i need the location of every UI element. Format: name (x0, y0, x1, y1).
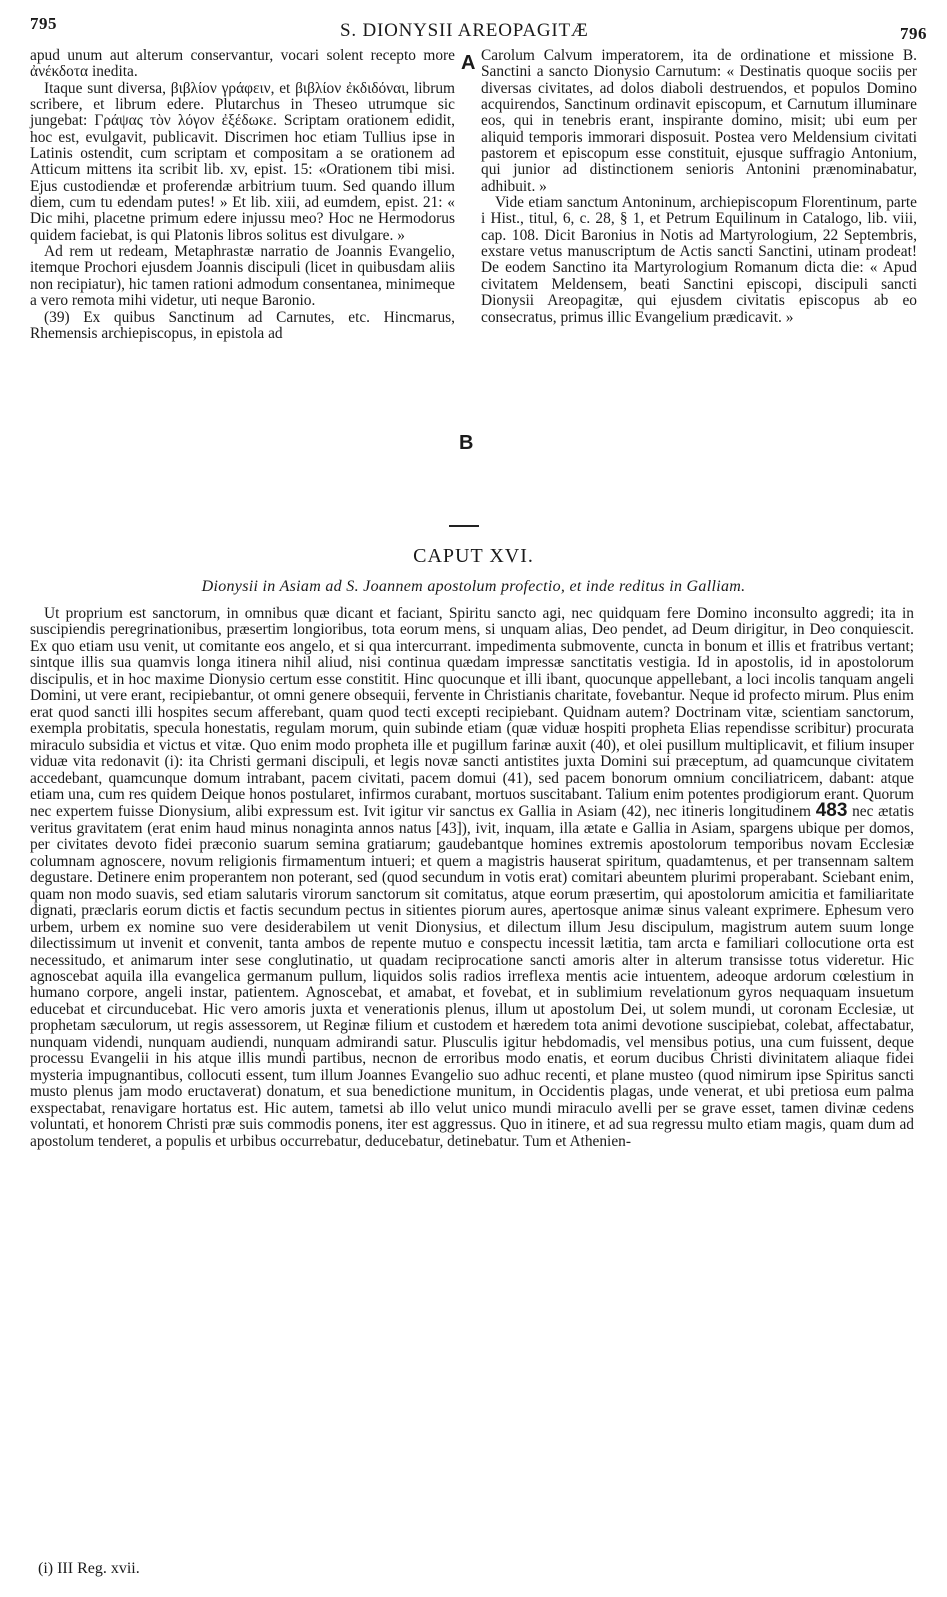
note-paragraph: Itaque sunt diversa, βιβλίον γράφειν, et βιβλίον ἐκδιδόναι, librum scribere, et librum edere. Plutarchus in Theseo utrumque sic jungebat: Γράψας τὸν λόγον ἐξέδωκε. Scriptam orationem edidit, hoc est, evulgavit, publicavit. Discrimen hoc etiam Tullius ipse in Latinis ostendit, cum scriptam et compositam a se orationem ad Atticum mittens ita scribit lib. xv, epist. 15: «Orationem tibi misi. Ejus custodiendæ et proferendæ arbitrium tuum. Sed quando illum diem, cum tu edendam putes! » Et lib. xiii, ad eumdem, epist. 21: « Dic mihi, placetne primum edere injussu meo? Hoc ne Hermodorus quidem faciebat, is qui Platonis libros solitus est divulgare. » (30, 79, 455, 244)
running-header (0, 14, 947, 44)
note-paragraph: apud unum aut alterum conservantur, vocari solent recepto more ἀνέκδοτα inedita. (30, 47, 455, 81)
notes-column-right (481, 48, 917, 326)
margin-marker-b: B (459, 432, 474, 454)
margin-marker-a: A (461, 52, 476, 74)
body-text-part2: nec ætatis veritus gravitatem (erat enim haud minus nonaginta annos natus [43]), ivit, inquam, illa ætate e Gallia in Asiam, spargens ubique per domos, per civitates devoto fidei præconio suarum semina gratiarum; gaudebantque homines extremis apostolorum temporibus novam Ecclesiæ columnam agnoscere, novum religionis firmamentum intueri; et quem a magistris hauserat spiritum, quadamtenus, et per transennam saltem degustare. Detinere enim properantem non poterant, sed (quod secundum in votis erat) comitari abeuntem plurimi properabant. Sciebant enim, quam non modo suavis, sed etiam salutaris virorum sanctorum sit comitatus, atque eorum præsertim, qui apostolorum amicitia et familiaritate dignati, præclaris eorum dictis et factis secundum pectus in sitientes piorum aures, apertosque animæ sinus valeant exprimere. Ephesum vero urbem, urbem ex nomine suo vere desiderabilem ut venit Dionysius, et dilectum illum Jesu discipulum, magistrum autem suum longe dilectissimum ut invenit et convenit, tanta ambos de repente mutuo e conspectu incessit lætitia, tam arcta e familiari collocutione orta est necessitudo, et animarum inter sese conglutinatio, ut quadam reciprocatione sancti amoris alter in alterum transisse totus videretur. Hic agnoscebat aquila illa evangelica germanum pullum, liquidos solis radios irreflexa mentis acie intuentem, adeoque ardorum cœlestium in humano corpore, angeli instar, patientem. Agnoscebat, et amabat, et fovebat, et in sublimium revelationum gyros nequaquam insuetum educebat et circunducebat. Hic vero amoris juxta et venerationis plenus, illum ut apostolum Dei, ut solem mundi, ut coronam Ecclesiæ, ut prophetam sæculorum, ut regis assessorem, ut Reginæ filium et custodem et hæredem tota animi devotione suscipiebat, colebat, affectabatur, nunquam videndi, nunquam audiendi, nunquam admirandi satur. Plusculis igitur hebdomadis, vel mensibus potius, una cum fuissent, deque processu Evangelii in his atque illis mundi partibus, necnon de erroribus modo enatis, et eorum ducibus Christi divinitatem aliaque fidei mysteria impugnantibus, collocuti essent, tum illum Joannes Evangelio suo adhuc recenti, et plane musteo (quod nimirum ipse Spiritus sancti musto plenus jam modo eructaverat) donatum, et sua benedictione munitum, in Occidentis plagas, unde venerat, et ubi pretiosa eum palma exspectabat, renavigare hortatus est. Hic autem, tametsi ab illo velut unico mundi miraculo avelli per se grave esset, tamen divinæ cedens voluntati, et honorem Christi præ suis commodis ponens, iter est aggressus. Quo in itinere, et ad sua regressu multo etiam magis, quam dum ad apostolum tenderet, a populis et urbibus occurrebatur, deducebatur, detinebatur. Tum et Athenien- (30, 803, 914, 1150)
body-text-part1: Ut proprium est sanctorum, in omnibus quæ dicant et faciant, Spiritu sancto agi, nec quidquam fere Domino inconsulto aggredi; ita in suscipiendis peregrinationibus, præsertim longioribus, tota eorum mens, si unquam alias, Deo pendet, ad Deum dirigitur, in Deo conquiescit. Ex quo etiam usu venit, ut comitante eos angelo, et si qua intercurrant. impedimenta submovente, cuncta in bonum et illis et fratribus vertant; sintque illis sua quamvis longa itinera nihil aliud, nisi continua quædam impressæ sanctitatis vestigia. Id in apostolis, id in apostolorum discipulis, et in hoc maxime Dionysio certum esse constitit. Hinc quocunque et illi ibant, quocunque appellebant, a loci incolis tanquam angeli Domini, ut vere erant, recipiebantur, ot omni genere obsequii, fervente in Christianis charitate, fovebantur. Neque id profecto mirum. Plus enim erat quod sancti illi hospites secum afferebant, quam quod tecti excepti recipiebant. Quidnam autem? Doctrinam vitæ, scientiam sanctorum, exempla probitatis, specula honestatis, regulam morum, quin subinde etiam (quæ viduæ hospiti propheta Elias rependisse scribitur) procurata miraculo subsidia et victus et vitæ. Quo enim modo propheta ille et pugillum farinæ auxit (40), et olei pusillum multiplicavit, et filium insuper viduæ vita redonavit (i): ita Christi germani discipuli, et legis novæ sancti antistites juxta Domini sui præceptum, ad quamcunque civitatem accedebant, quamcunque domum intrabant, pacem civitati, pacem domui (41), sed pacem bonorum omnium conciliatricem, dabant: atque etiam una, cum res quidem Deique honos postularet, infirmos curabant, mortuos suscitabant. Talium enim potentes prodigiorum erant. Quorum nec expertem fuisse Dionysium, alibi expressum est. Ivit igitur vir sanctus ex Gallia in Asiam (42), nec itineris longitudinem (30, 605, 914, 821)
note-paragraph: (39) Ex quibus Sanctinum ad Carnutes, etc. Hincmarus, Rhemensis archiepiscopus, in epistola ad (30, 308, 455, 342)
chapter-body (30, 606, 914, 1150)
running-title: S. DIONYSII AREOPAGITÆ (340, 20, 589, 41)
note-paragraph: Ad rem ut redeam, Metaphrastæ narratio de Joannis Evangelio, itemque Prochori ejusdem Joannis discipuli (licet in quibusdam aliis non recipiatur), hic tamen rationi admodum consentanea, minimeque a vero remota mihi videtur, uti neque Baronio. (30, 243, 455, 310)
footnote: (i) III Reg. xvii. (38, 1560, 140, 1577)
note-paragraph: Carolum Calvum imperatorem, ita de ordinatione et missione B. Sanctini a sancto Dionysio Carnutum: « Destinatis quoque sociis per diversas civitates, ad dolos diaboli destruendos, et populos Domino acquirendos, Sanctinum ordinavit episcopum, et Carnutum illuminare eos, qui in tenebris erant, inspirante domino, misit; ubi eum per aliquid temporis immorari disposuit. Postea vero Meldensium civitati pastorem et episcopum esse constituit, ejusque suffragio Antonium, qui junior ad distinctionem senioris Antonini prænominabatur, adhibuit. » (481, 47, 917, 195)
chapter-title: CAPUT XVI. (413, 545, 534, 567)
notes-column-left (30, 48, 455, 342)
chapter-subtitle: Dionysii in Asiam ad S. Joannem apostolum profectio, et inde reditus in Galliam. (201, 578, 746, 595)
page-number-right: 796 (900, 24, 927, 43)
note-paragraph: Vide etiam sanctum Antoninum, archiepiscopum Florentinum, parte i Hist., titul, 6, c. 28, § 1, et Petrum Equilinum in Catalogo, lib. viii, cap. 108. Dicit Baronius in Notis ad Martyrologium, 22 Septembris, exstare vetus manuscriptum de Actis sancti Sanctini, utinam prodeat! De eodem Sanctino ita Martyrologium Romanum dicta die: « Apud civitatem Meldensem, beati Sanctini episcopi, discipuli sancti Dionysii Areopagitæ, qui ejusdem civitatis episcopus ab eo consecratus, primus illic Evangelium prædicavit. » (481, 194, 917, 326)
marginal-column-number: 483 (815, 800, 848, 822)
section-divider (449, 525, 479, 527)
page-number-left: 795 (30, 14, 57, 33)
body-paragraph (30, 606, 914, 1150)
